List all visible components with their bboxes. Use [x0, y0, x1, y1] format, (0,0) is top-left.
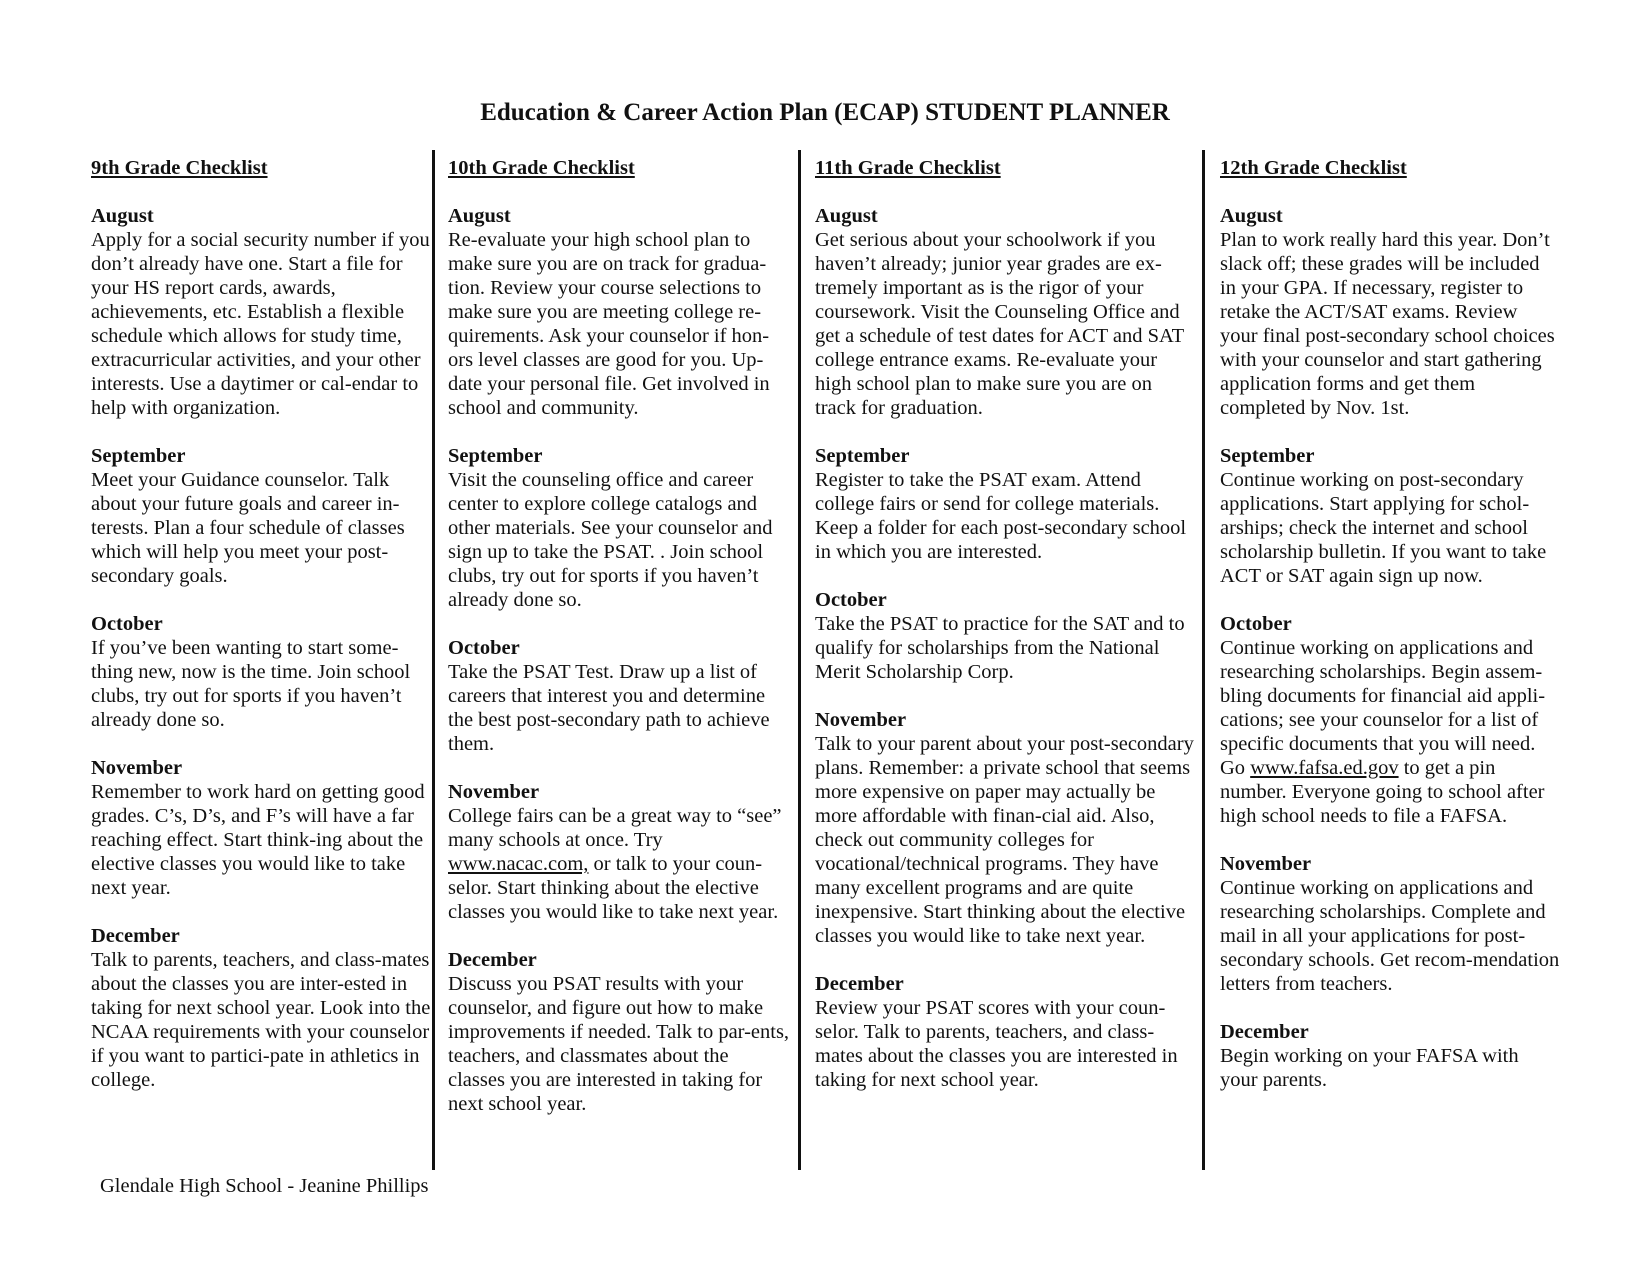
month-name: August [1220, 205, 1283, 227]
month-name: November [91, 757, 183, 779]
month-block-august [1220, 204, 1560, 420]
column-heading: 9th Grade Checklist [91, 157, 268, 179]
month-block-august [448, 204, 790, 420]
month-text: Plan to work really hard this year. Don’t slack off; these grades will be included in your GPA. If necessary, register to retake the ACT/SAT exams. Review your final post-secondary school choices with your counselor and start gathering application forms and get them completed by Nov. 1st. [1220, 229, 1555, 419]
month-name: August [448, 205, 511, 227]
column-9th-grade [91, 156, 431, 1116]
column-11th-grade [815, 156, 1197, 1116]
month-text: Continue working on applications and researching scholarships. Complete and mail in all your applications for post-secondary schools. Get recom-mendation letters from teachers. [1220, 877, 1560, 995]
column-12th-grade [1220, 156, 1560, 1116]
column-divider-1 [432, 150, 435, 1170]
month-block-december [1220, 1020, 1560, 1092]
column-divider-2 [798, 150, 801, 1170]
month-text: Remember to work hard on getting good grades. C’s, D’s, and F’s will have a far reaching effect. Start think-ing about the elective classes you would like to take next year. [91, 781, 425, 899]
month-text: Register to take the PSAT exam. Attend college fairs or send for college materials. Keep a folder for each post-secondary school in which you are interested. [815, 469, 1187, 563]
month-name: October [91, 613, 163, 635]
month-text: Get serious about your schoolwork if you haven’t already; junior year grades are ex-tremely important as is the rigor of your coursework. Visit the Counseling Office and get a schedule of test dates for ACT and SAT college entrance exams. Re-evaluate your high school plan to make sure you are on track for graduation. [815, 229, 1184, 419]
month-text: Discuss you PSAT results with your counselor, and figure out how to make improvements if needed. Talk to par-ents, teachers, and classmates about the classes you are interested in taking for next school year. [448, 973, 790, 1115]
month-block-november [448, 780, 790, 924]
month-block-august [815, 204, 1197, 420]
month-text: Re-evaluate your high school plan to make sure you are on track for gradua-tion. Review your course selections to make sure you are meeting college re-quirements. Ask your counselor if hon-ors level classes are good for you. Up-date your personal file. Get involved in school and community. [448, 229, 770, 419]
month-name: October [815, 589, 887, 611]
month-block-august [91, 204, 431, 420]
column-heading: 11th Grade Checklist [815, 157, 1001, 179]
month-name: November [448, 781, 540, 803]
month-block-october [815, 588, 1197, 684]
month-name: September [1220, 445, 1315, 467]
month-name: December [815, 973, 904, 995]
month-block-september [91, 444, 431, 588]
month-text: If you’ve been wanting to start some-thing new, now is the time. Join school clubs, try out for sports if you haven’t already done so. [91, 637, 411, 731]
nacac-link[interactable]: www.nacac.com, [448, 853, 589, 875]
column-10th-grade [448, 156, 790, 1140]
month-text [448, 804, 790, 924]
month-block-september [448, 444, 790, 612]
month-name: November [815, 709, 907, 731]
text-after-link: or talk to your coun-selor. Start thinking about the elective classes you would like to take next year. [448, 853, 779, 923]
month-block-october [91, 612, 431, 732]
column-divider-3 [1202, 150, 1205, 1170]
month-text: Take the PSAT Test. Draw up a list of careers that interest you and determine the best post-secondary path to achieve them. [448, 661, 770, 755]
month-text: Meet your Guidance counselor. Talk about your future goals and career in-terests. Plan a four schedule of classes which will help you meet your post-secondary goals. [91, 469, 405, 587]
month-block-december [815, 972, 1197, 1092]
month-text: Continue working on post-secondary applications. Start applying for schol-arships; check the internet and school scholarship bulletin. If you want to take ACT or SAT again sign up now. [1220, 469, 1547, 587]
month-name: September [815, 445, 910, 467]
month-name: December [448, 949, 537, 971]
column-heading: 12th Grade Checklist [1220, 157, 1407, 179]
month-text: Talk to parents, teachers, and class-mates about the classes you are inter-ested in taking for next school year. Look into the NCAA requirements with your counselor if you want to partici-pate in athletics in college. [91, 949, 431, 1091]
month-text: Talk to your parent about your post-secondary plans. Remember: a private school that seems more expensive on paper may actually be more affordable with finan-cial aid. Also, check out community colleges for vocational/technical programs. They have many excellent programs and are quite inexpensive. Start thinking about the elective classes you would like to take next year. [815, 733, 1194, 947]
month-block-november [91, 756, 431, 900]
month-name: August [91, 205, 154, 227]
month-block-october [1220, 612, 1560, 828]
month-name: September [91, 445, 186, 467]
text-before-link: Continue working on applications and researching scholarships. Begin assem-bling documents for financial aid appli-cations; see your counselor for a list of specific documents that you will need. Go [1220, 637, 1546, 779]
text-before-link: College fairs can be a great way to “see” many schools at once. Try [448, 805, 782, 851]
text-after-link: to get a pin number. Everyone going to school after high school needs to file a FAFSA. [1220, 757, 1545, 827]
month-name: December [1220, 1021, 1309, 1043]
month-block-november [1220, 852, 1560, 996]
month-text: Take the PSAT to practice for the SAT and to qualify for scholarships from the National Merit Scholarship Corp. [815, 613, 1185, 683]
month-block-december [91, 924, 431, 1092]
month-text: Review your PSAT scores with your coun-selor. Talk to parents, teachers, and class-mates about the classes you are interested in taking for next school year. [815, 997, 1178, 1091]
fafsa-link[interactable]: www.fafsa.ed.gov [1250, 757, 1399, 779]
footer-credit: Glendale High School - Jeanine Phillips [100, 1175, 429, 1197]
month-text: Begin working on your FAFSA with your parents. [1220, 1045, 1519, 1091]
month-text: Apply for a social security number if you don’t already have one. Start a file for your HS report cards, awards, achievements, etc. Establish a flexible schedule which allows for study time, extracurricular activities, and your other interests. Use a daytimer or cal-endar to help with organization. [91, 229, 430, 419]
month-name: November [1220, 853, 1312, 875]
month-name: October [448, 637, 520, 659]
month-text: Visit the counseling office and career center to explore college catalogs and other materials. See your counselor and sign up to take the PSAT. . Join school clubs, try out for sports if you haven’t already done so. [448, 469, 773, 611]
month-name: October [1220, 613, 1292, 635]
month-text [1220, 636, 1560, 828]
month-block-november [815, 708, 1197, 948]
month-block-december [448, 948, 790, 1116]
month-name: September [448, 445, 543, 467]
page-title: Education & Career Action Plan (ECAP) STUDENT PLANNER [480, 99, 1170, 126]
month-name: August [815, 205, 878, 227]
month-block-september [815, 444, 1197, 564]
month-block-september [1220, 444, 1560, 588]
month-block-october [448, 636, 790, 756]
column-heading: 10th Grade Checklist [448, 157, 635, 179]
month-name: December [91, 925, 180, 947]
